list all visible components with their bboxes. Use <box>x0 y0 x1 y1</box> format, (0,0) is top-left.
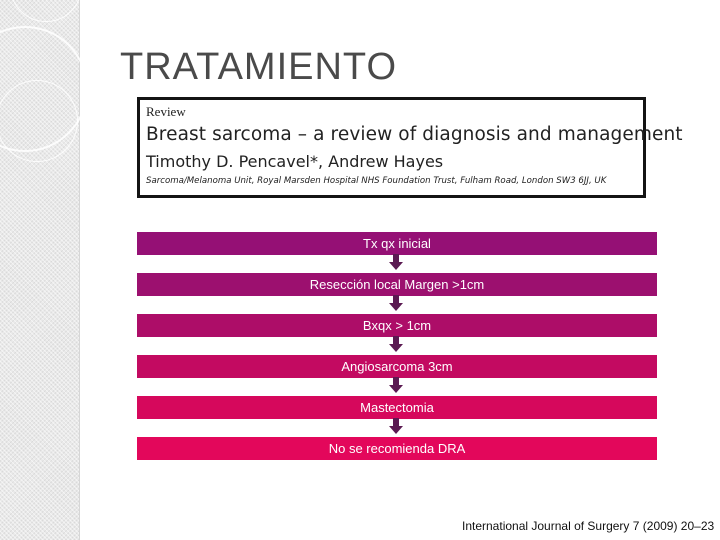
flow-step-box: Mastectomia <box>137 396 657 419</box>
slide-title: TRATAMIENTO <box>120 46 397 88</box>
flow-step-box: Resección local Margen >1cm <box>137 273 657 296</box>
decorative-circle <box>10 0 82 22</box>
paper-header-image <box>137 97 683 198</box>
flow-arrow-icon <box>389 336 403 352</box>
flow-arrow-icon <box>389 377 403 393</box>
flow-arrow-icon <box>389 418 403 434</box>
flow-arrow-icon <box>389 254 403 270</box>
flow-step-box: Tx qx inicial <box>137 232 657 255</box>
decorative-side-strip <box>0 0 80 540</box>
flow-step-box: Angiosarcoma 3cm <box>137 355 657 378</box>
paper-authors: Timothy D. Pencavel*, Andrew Hayes <box>146 152 444 171</box>
paper-label: Review <box>146 104 186 119</box>
paper-title: Breast sarcoma – a review of diagnosis and management <box>146 124 683 145</box>
flow-step-box: No se recomienda DRA <box>137 437 657 460</box>
paper-affiliation: Sarcoma/Melanoma Unit, Royal Marsden Hospital NHS Foundation Trust, Fulham Road, London SW3 6JJ, UK <box>146 176 607 186</box>
decorative-circle <box>0 80 78 162</box>
flow-step-box: Bxqx > 1cm <box>137 314 657 337</box>
citation-text: International Journal of Surgery 7 (2009) 20–23 <box>462 519 715 533</box>
flow-arrow-icon <box>389 295 403 311</box>
